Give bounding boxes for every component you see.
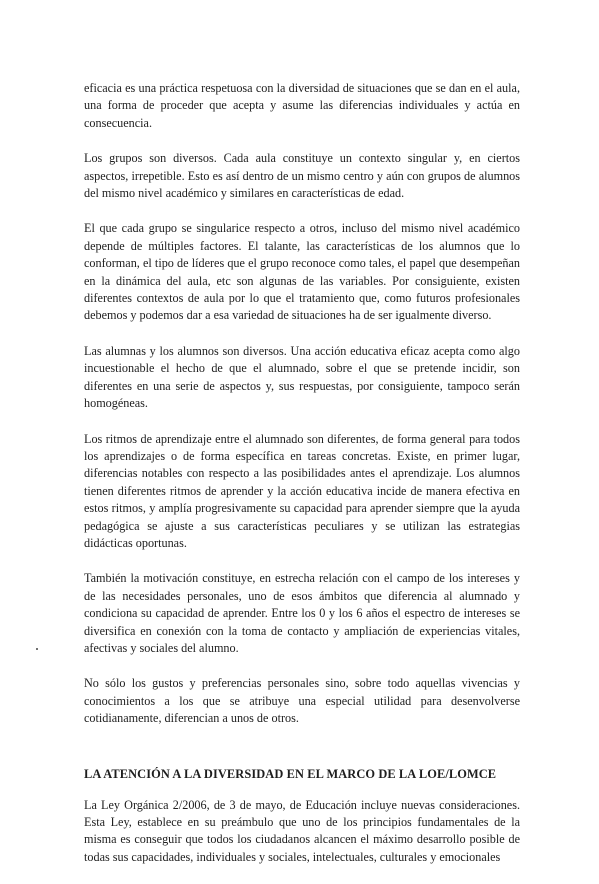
page-content [84,80,520,884]
paragraph-diversity-efficacy: eficacia es una práctica respetuosa con la diversidad de situaciones que se dan en el aula, una forma de proceder que acepta y asume las diferencias individuales y actúa en consecuencia. [84,81,520,130]
paragraph-diverse-groups: Los grupos son diversos. Cada aula constituye un contexto singular y, en ciertos aspectos, irrepetible. Esto es así dentro de un mismo centro y aún con grupos de alumnos del mismo nivel académico y similares en características de edad. [84,151,520,201]
paragraph-motivation: También la motivación constituye, en estrecha relación con el campo de los intereses y de las necesidades personales, uno de esos ámbitos que diferencia al alumnado y condiciona su capacidad de aprender. Entre los 0 y los 6 años el espectro de intereses se diversifica en conexión con la toma de contacto y ampliación de experiencias vitales, afectivas y sociales del alumno. [84,571,520,655]
section-heading: LA ATENCIÓN A LA DIVERSIDAD EN EL MARCO DE LA LOE/LOMCE [84,766,497,781]
paragraph-group-factors: El que cada grupo se singularice respecto a otros, incluso del mismo nivel académico depende de múltiples factores. El talante, las características de los alumnos que lo conforman, el tipo de líderes que el grupo reconoce como tales, el papel que desempeñan en la dinámica del aula, etc son algunas de las variables. Por consiguiente, existen diferentes contextos de aula por lo que el tratamiento que, como futuros profesionales debemos y podemos dar a esa variedad de situaciones ha de ser igualmente diverso. [84,221,520,323]
paragraph-learning-rhythms: Los ritmos de aprendizaje entre el alumnado son diferentes, de forma general para todos los aprendizajes o de forma específica en tareas concretas. Existe, en primer lugar, diferencias notables con respecto a las posibilidades antes el aprendizaje. Los alumnos tienen diferentes ritmos de aprender y la acción educativa incide de manera efectiva en estos ritmos, y amplía progresivamente su capacidad para aprender siempre que la ayuda pedagógica se ajuste a sus características peculiares y se utilizan las estrategias didácticas oportunas. [84,431,520,550]
paragraph-diverse-students: Las alumnas y los alumnos son diversos. Una acción educativa eficaz acepta como algo incuestionable el hecho de que el alumnado, sobre el que se pretende incidir, son diferentes en una serie de aspectos y, sus respuestas, por consiguiente, tampoco serán homogéneas. [84,343,520,411]
paragraph-loe-law: La Ley Orgánica 2/2006, de 3 de mayo, de Educación incluye nuevas consideraciones. Esta Ley, establece en su preámbulo que uno de los principios fundamentales de la misma es conseguir que todos los ciudadanos alcancen el máximo desarrollo posible de todas sus capacidades, individuales y sociales, intelectuales, culturales y emocionales [84,797,520,864]
paragraph-preferences: No sólo los gustos y preferencias personales sino, sobre todo aquellas vivencias y conocimientos a los que se atribuye una especial utilidad para desenvolverse cotidianamente, diferencian a unos de otros. [84,676,520,726]
scan-speck [36,648,38,650]
